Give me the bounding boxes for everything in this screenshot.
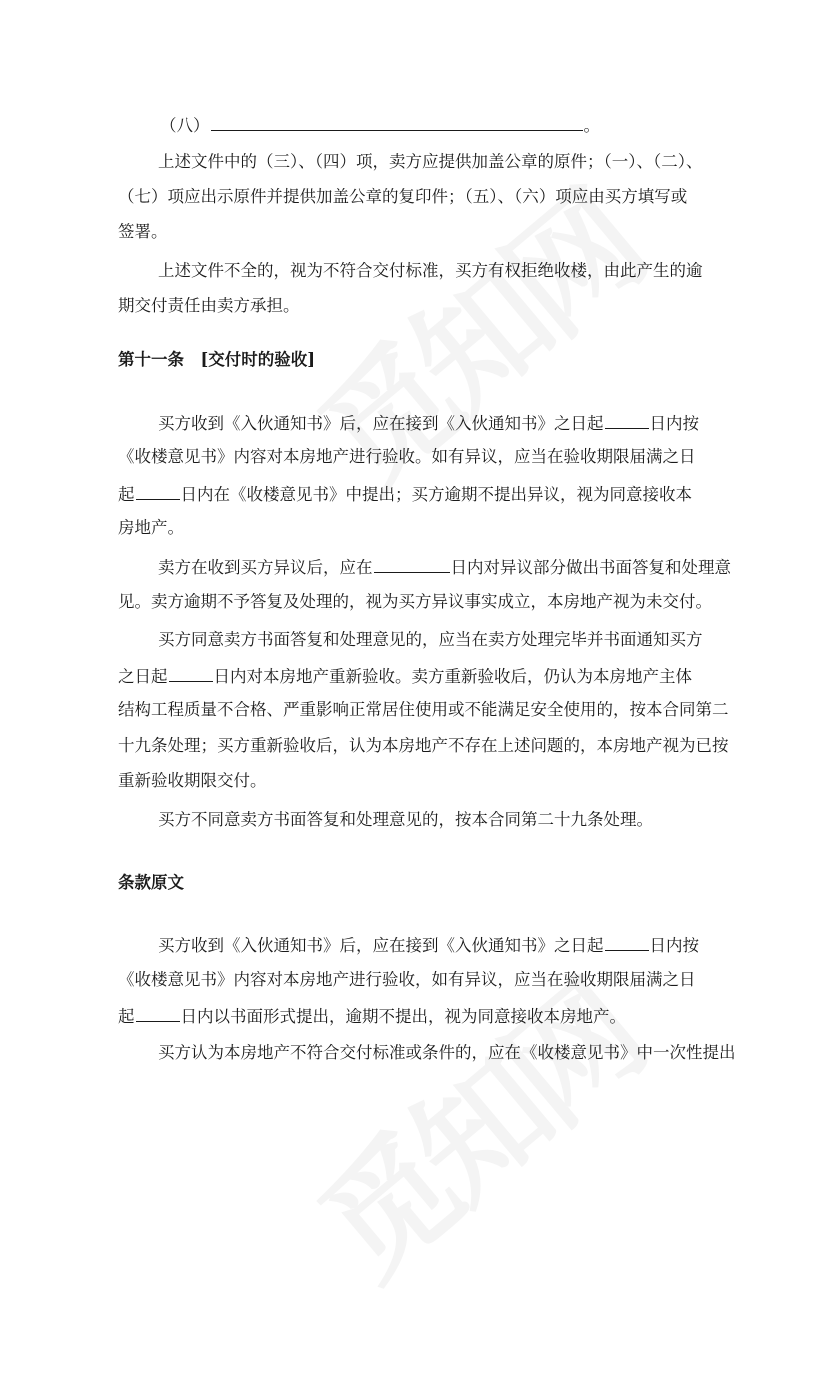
p3-line1-text: 买方收到《入伙通知书》后，应在接到《入伙通知书》之日起 [158,414,604,433]
p5-line4: 十九条处理；买方重新验收后，认为本房地产不存在上述问题的，本房地产视为已按 [118,736,729,755]
section-heading-article-11: 第十一条 [交付时的验收] [118,350,316,369]
blank-field [136,1005,180,1022]
blank-field [605,934,649,951]
p4-line2: 见。卖方逾期不予答复及处理的，视为买方异议事实成立，本房地产视为未交付。 [118,592,712,611]
blank-field [374,556,450,573]
p7-line1-tail: 日内按 [649,936,699,955]
p3-line2: 《收楼意见书》内容对本房地产进行验收。如有异议，应当在验收期限届满之日 [118,447,696,466]
p3-line1-tail: 日内按 [649,414,699,433]
blank-field [169,665,213,682]
p3-line3-text: 日内在《收楼意见书》中提出；买方逾期不提出异议，视为同意接收本 [180,485,692,504]
p5-line3: 结构工程质量不合格、严重影响正常居住使用或不能满足安全使用的，按本合同第二 [118,700,729,719]
watermark-bottom [275,976,685,1383]
p8-line1: 买方认为本房地产不符合交付标准或条件的，应在《收楼意见书》中一次性提出 [158,1043,736,1062]
p3-line3 [118,483,692,505]
p4-line1 [158,556,731,578]
p3-line1 [158,412,699,434]
section-heading-original-text: 条款原文 [118,873,184,892]
p5-line1: 买方同意卖方书面答复和处理意见的，应当在卖方处理完毕并书面通知买方 [158,630,703,649]
p4-line1-tail: 日内对异议部分做出书面答复和处理意 [450,558,731,577]
p1-line1: 上述文件中的（三）、（四）项，卖方应提供加盖公章的原件；（一）、（二）、 [158,152,703,171]
p5-line2 [118,665,692,687]
item-eight [160,114,600,136]
item-eight-label: （八） [160,116,210,135]
p1-line2: （七）项应出示原件并提供加盖公章的复印件；（五）、（六）项应由买方填写或 [118,187,688,206]
p4-line1-text: 卖方在收到买方异议后，应在 [158,558,373,577]
blank-field [605,412,649,429]
watermark [275,186,685,593]
blank-field [211,114,583,131]
p5-line2-text: 日内对本房地产重新验收。卖方重新验收后，仍认为本房地产主体 [213,667,692,686]
p3-line4: 房地产。 [118,518,184,537]
p2-line1: 上述文件不全的，视为不符合交付标准，买方有权拒绝收楼，由此产生的逾 [158,261,703,280]
p7-line1 [158,934,699,956]
p7-line3-head: 起 [118,1007,135,1026]
p7-line3-text: 日内以书面形式提出，逾期不提出，视为同意接收本房地产。 [180,1007,626,1026]
p5-line5: 重新验收期限交付。 [118,771,267,790]
p7-line3 [118,1005,626,1027]
p7-line2: 《收楼意见书》内容对本房地产进行验收，如有异议，应当在验收期限届满之日 [118,970,696,989]
p2-line2: 期交付责任由卖方承担。 [118,296,300,315]
p6-line1: 买方不同意卖方书面答复和处理意见的，按本合同第二十九条处理。 [158,810,653,829]
p5-line2-head: 之日起 [118,667,168,686]
blank-field [136,483,180,500]
p3-line3-head: 起 [118,485,135,504]
p7-line1-text: 买方收到《入伙通知书》后，应在接到《入伙通知书》之日起 [158,936,604,955]
p1-line3: 签署。 [118,222,168,241]
item-eight-end: 。 [583,116,600,135]
